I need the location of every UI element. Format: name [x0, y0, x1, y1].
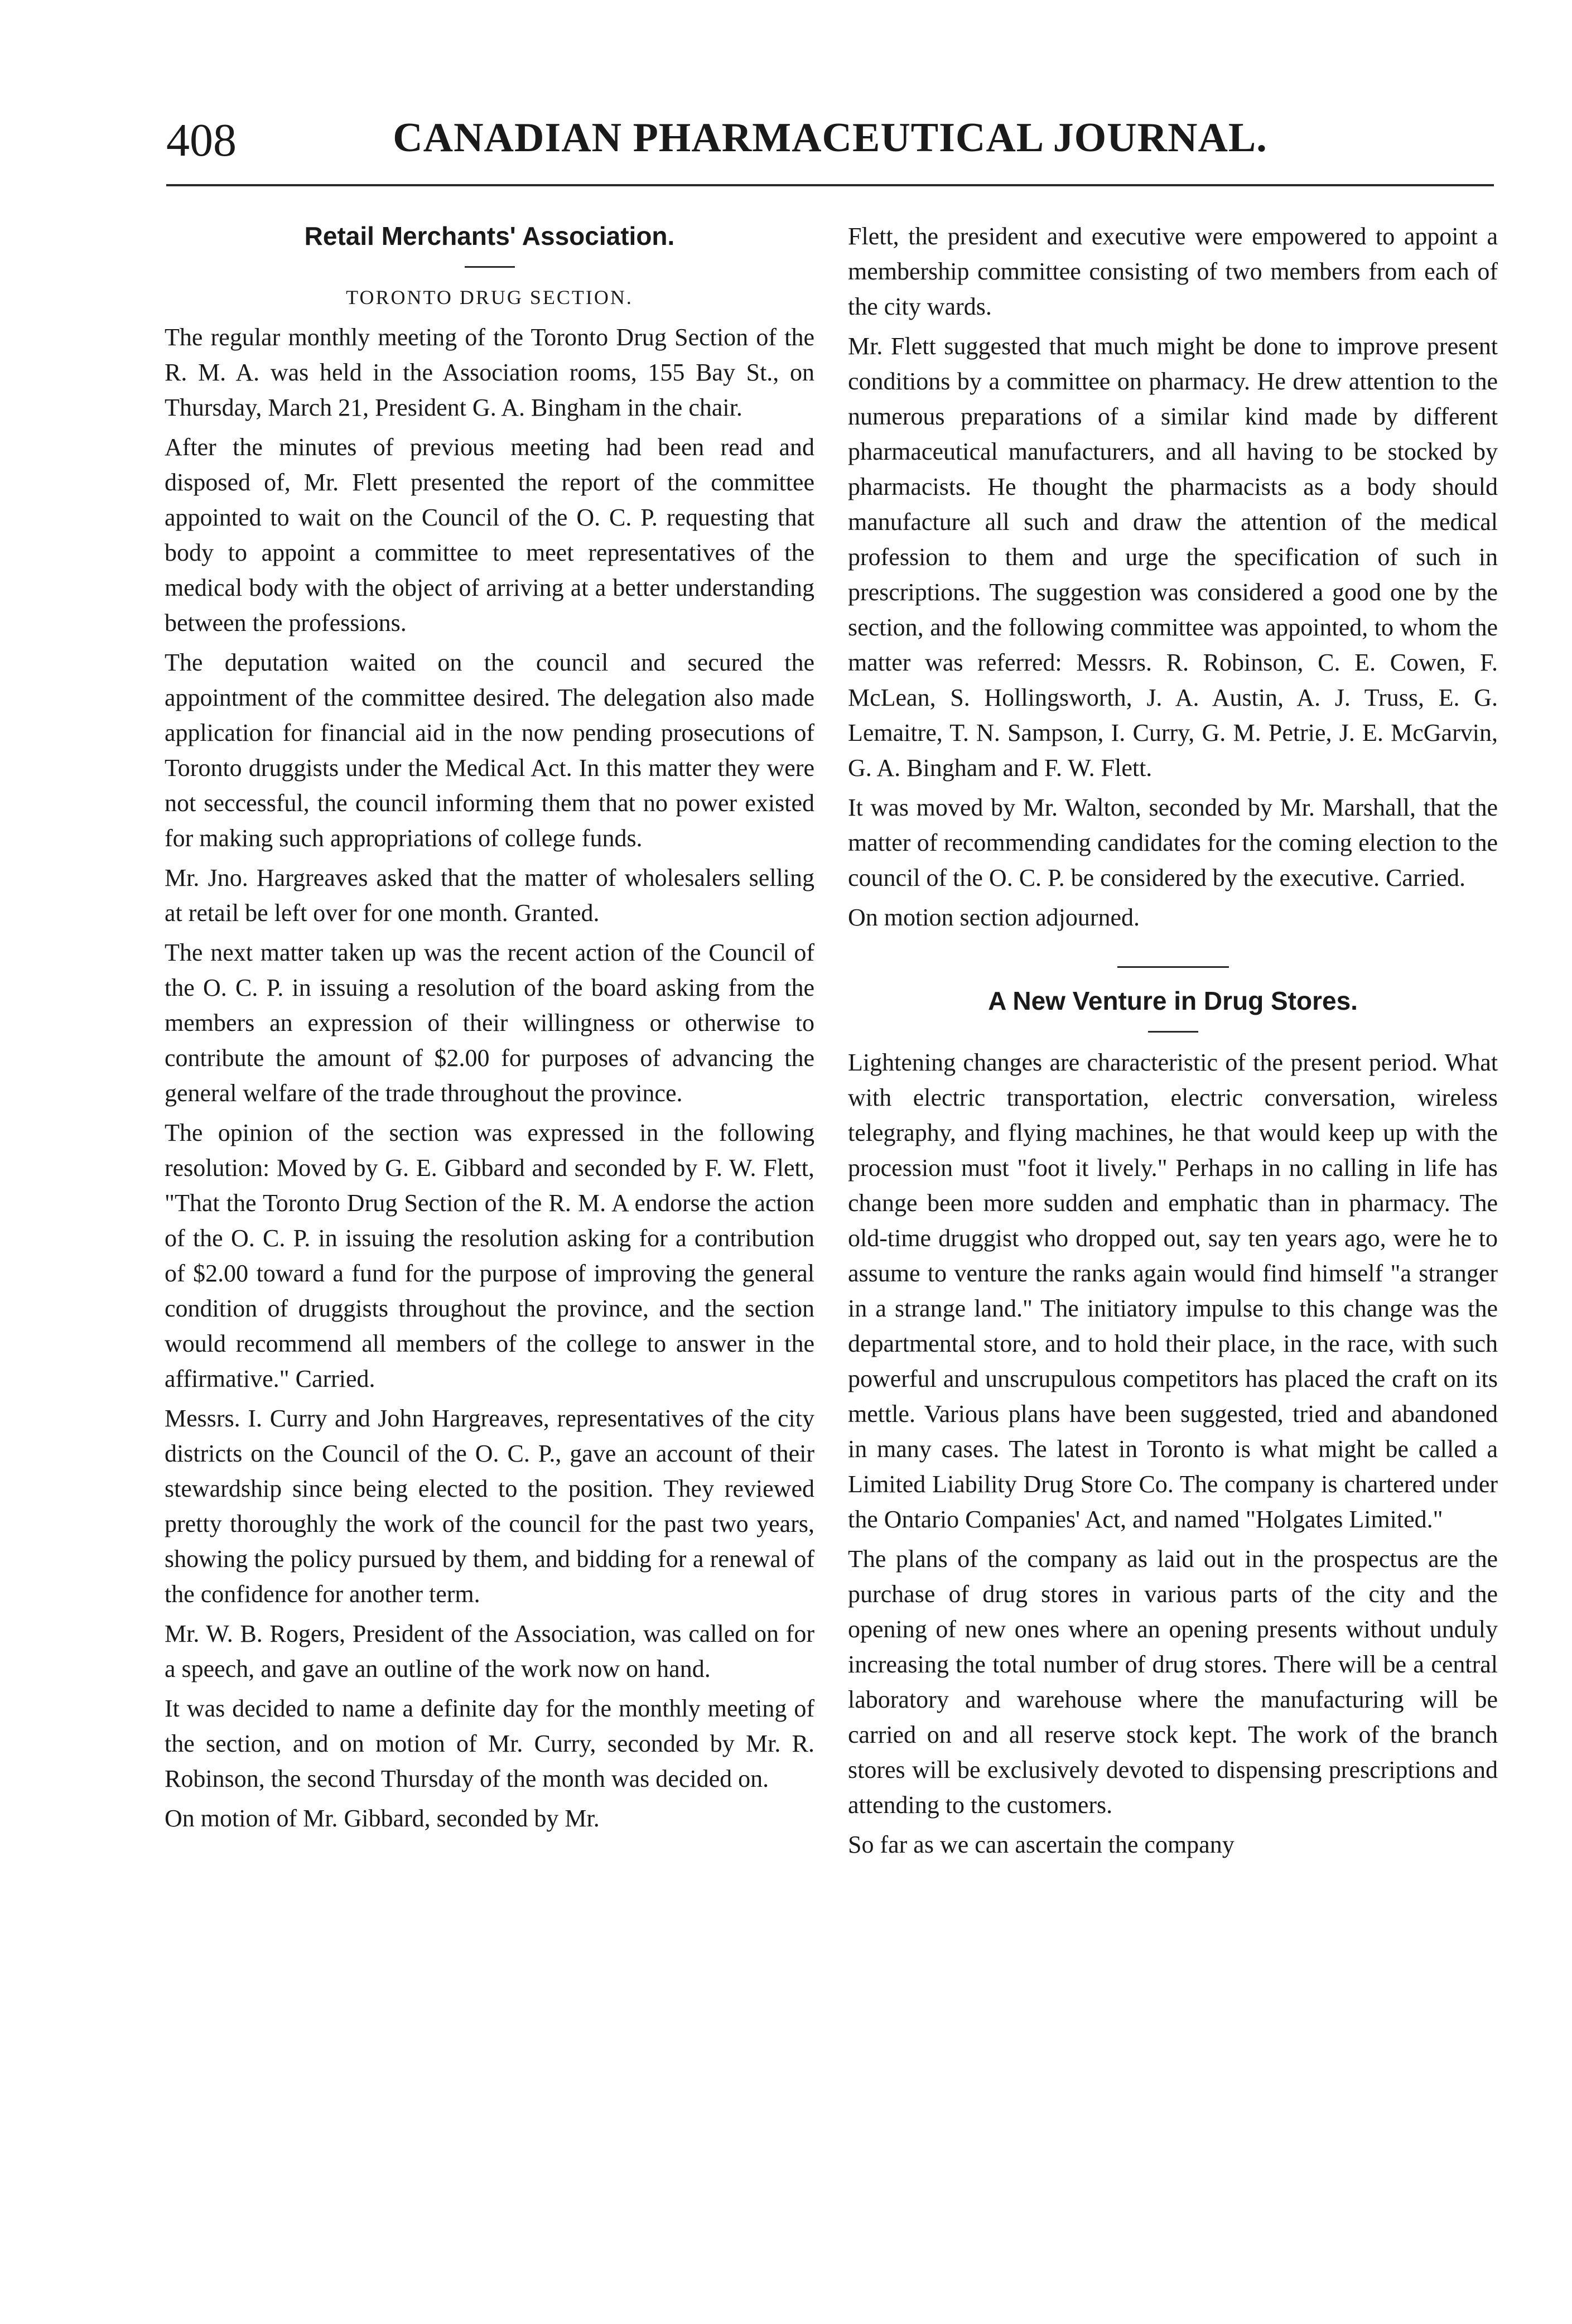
paragraph: It was decided to name a definite day for the monthly meeting of the section, and on motion of Mr. Curry, seconded by Mr. R. Robinson, the second Thursday of the month was decided on.	[165, 1695, 814, 1792]
page-number: 408	[166, 114, 237, 166]
running-title: CANADIAN PHARMACEUTICAL JOURNAL.	[393, 115, 1267, 161]
paragraph: The opinion of the section was expressed in the following resolution: Moved by G. E. Gibbard and seconded by F. W. Flett, "That the Toronto Drug Section of the R. M. A endorse the action of the O. C. P. in issuing the resolution asking for a contribution of $2.00 toward a fund for the purpose of improving the general condition of druggists throughout the province, and the section would recommend all members of the college to answer in the affirmative." Carried.	[165, 1119, 814, 1392]
paragraph: Flett, the president and executive were empowered to appoint a membership committee consisting of two members from each of the city wards.	[848, 223, 1498, 320]
paragraph: The plans of the company as laid out in the prospectus are the purchase of drug stores in various parts of the city and the opening of new ones where an opening presents without unduly increasing the total number of drug stores. There will be a central laboratory and warehouse where the manufacturing will be carried on and all reserve stock kept. The work of the branch stores will be exclusively devoted to dispensing prescriptions and attending to the customers.	[848, 1545, 1498, 1819]
article-separator	[1117, 966, 1229, 968]
article-headline-new-venture: A New Venture in Drug Stores.	[988, 986, 1358, 1015]
right-column	[848, 219, 1498, 1867]
paragraph: The deputation waited on the council and secured the appointment of the committee desired. The delegation also made application for financial aid in the now pending prosecutions of Toronto druggists under the Medical Act. In this matter they were not seccessful, the council informing them that no power existed for making such appropriations of college funds.	[165, 649, 814, 852]
paragraph: Messrs. I. Curry and John Hargreaves, representatives of the city districts on the Council of the O. C. P., gave an account of their stewardship since being elected to the position. They reviewed pretty thoroughly the work of the council for the past two years, showing the policy pursued by them, and bidding for a renewal of the confidence for another term.	[165, 1405, 814, 1608]
paragraph: It was moved by Mr. Walton, seconded by Mr. Marshall, that the matter of recommending candidates for the coming election to the council of the O. C. P. be considered by the executive. Carried.	[848, 794, 1498, 891]
paragraph: The next matter taken up was the recent action of the Council of the O. C. P. in issuing a resolution of the board asking from the members an expression of their willingness or otherwise to contribute the amount of $2.00 for purposes of advancing the general welfare of the trade throughout the province.	[165, 939, 814, 1107]
paragraph: Mr. Flett suggested that much might be done to improve present conditions by a committee on pharmacy. He drew attention to the numerous preparations of a similar kind made by different pharmaceutical manufacturers, and all having to be stocked by pharmacists. He thought the pharmacists as a body should manufacture all such and draw the attention of the medical profession to them and urge the specification of such in prescriptions. The suggestion was considered a good one by the section, and the following committee was appointed, to whom the matter was referred: Messrs. R. Robinson, C. E. Cowen, F. McLean, S. Hollingsworth, J. A. Austin, A. J. Truss, E. G. Lemaitre, T. N. Sampson, I. Curry, G. M. Petrie, J. E. McGarvin, G. A. Bingham and F. W. Flett.	[848, 332, 1498, 782]
headline-divider	[465, 266, 515, 268]
page-header	[166, 112, 1494, 184]
paragraph: Lightening changes are characteristic of the present period. What with electric transportation, electric conversation, wireless telegraphy, and flying machines, he that would keep up with the procession must "foot it lively." Perhaps in no calling in life has change been more sudden and emphatic than in pharmacy. The old-time druggist who dropped out, say ten years ago, were he to assume to venture the ranks again would find himself "a stranger in a strange land." The initiatory impulse to this change was the departmental store, and to hold their place, in the race, with such powerful and unscrupulous competitors has placed the craft on its mettle. Various plans have been suggested, tried and abandoned in many cases. The latest in Toronto is what might be called a Limited Liability Drug Store Co. The company is chartered under the Ontario Companies' Act, and named "Holgates Limited."	[848, 1049, 1498, 1533]
headline-divider	[1148, 1031, 1198, 1033]
paragraph: Mr. W. B. Rogers, President of the Association, was called on for a speech, and gave an outline of the work now on hand.	[165, 1620, 814, 1682]
paragraph: Mr. Jno. Hargreaves asked that the matter of wholesalers selling at retail be left over for one month. Granted.	[165, 864, 814, 927]
header-rule	[166, 184, 1494, 186]
article-headline-retail-merchants: Retail Merchants' Association.	[304, 221, 675, 250]
paragraph: So far as we can ascertain the company	[848, 1831, 1235, 1858]
paragraph: On motion of Mr. Gibbard, seconded by Mr.	[165, 1805, 600, 1832]
paragraph: The regular monthly meeting of the Toronto Drug Section of the R. M. A. was held in the Association rooms, 155 Bay St., on Thursday, March 21, President G. A. Bingham in the chair.	[165, 324, 814, 421]
paragraph: On motion section adjourned.	[848, 904, 1140, 931]
left-column	[165, 219, 814, 1840]
section-subhead: TORONTO DRUG SECTION.	[346, 286, 633, 308]
paragraph: After the minutes of previous meeting had been read and disposed of, Mr. Flett presented the report of the committee appointed to wait on the Council of the O. C. P. requesting that body to appoint a committee to meet representatives of the medical body with the object of arriving at a better understanding between the professions.	[165, 433, 814, 637]
